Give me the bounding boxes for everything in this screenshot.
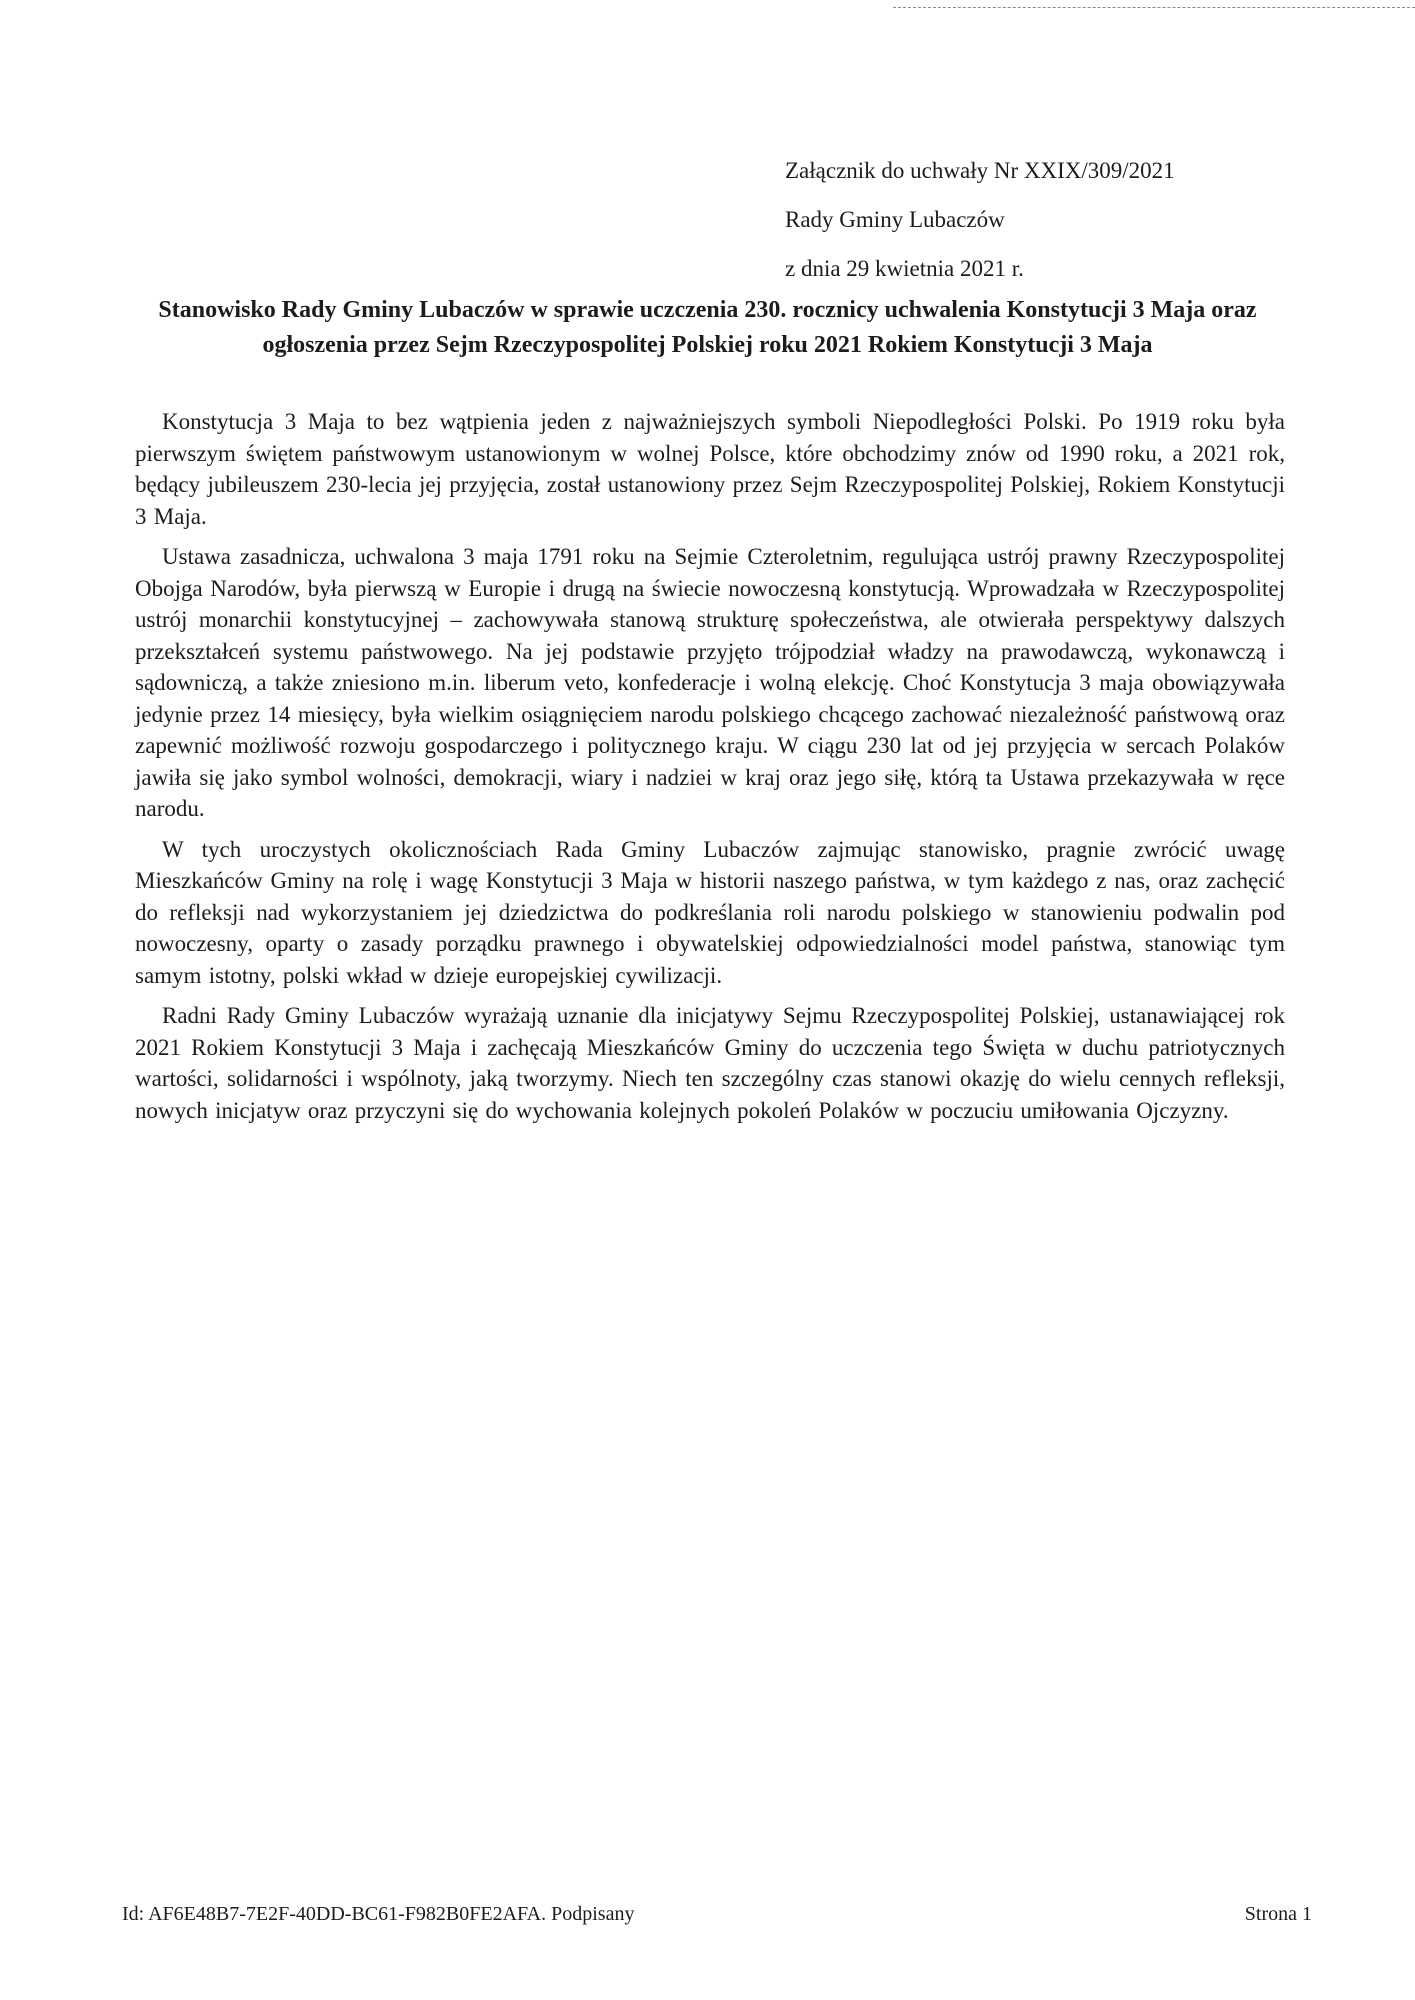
attachment-header-line-1: Załącznik do uchwały Nr XXIX/309/2021 (785, 158, 1175, 183)
page-footer (122, 1903, 1312, 1926)
paragraph-intro: Konstytucja 3 Maja to bez wątpienia jeden z najważniejszych symboli Niepodległości Polski. Po 1919 roku była pierwszym świętem państwowym ustanowionym w wolnej Polsce, które obchodzimy znów od 1990 roku, a 2021 rok, będący jubileuszem 230-lecia jej przyjęcia, został ustanowiony przez Sejm Rzeczypospolitej Polskiej, Rokiem Konstytucji 3 Maja. (135, 409, 1285, 529)
paragraph-council-appeal: Radni Rady Gminy Lubaczów wyrażają uznanie dla inicjatywy Sejmu Rzeczypospolitej Polskiej, ustanawiającej rok 2021 Rokiem Konstytucji 3 Maja i zachęcają Mieszkańców Gminy do uczczenia tego Święta w duchu patriotycznych wartości, solidarności i wspólnoty, jaką tworzymy. Niech ten szczególny czas stanowi okazję do wielu cennych refleksji, nowych inicjatyw oraz przyczyni się do wychowania kolejnych pokoleń Polaków w poczuciu umiłowania Ojczyzny. (135, 1003, 1285, 1123)
attachment-header (785, 146, 1175, 293)
document-body (135, 406, 1285, 1135)
scan-artifact-line (893, 7, 1415, 8)
paragraph-council-position: W tych uroczystych okolicznościach Rada Gminy Lubaczów zajmując stanowisko, pragnie zwrócić uwagę Mieszkańców Gminy na rolę i wagę Konstytucji 3 Maja w historii naszego państwa, w tym każdego z nas, oraz zachęcić do refleksji nad wykorzystaniem jej dziedzictwa do podkreślania roli narodu polskiego w stanowieniu podwalin pod nowoczesny, oparty o zasady porządku prawnego i obywatelskiej odpowiedzialności model państwa, stanowiąc tym samym istotny, polski wkład w dzieje europejskiej cywilizacji. (135, 836, 1285, 988)
document-title: Stanowisko Rady Gminy Lubaczów w sprawie uczczenia 230. rocznicy uchwalenia Konstytucji 3 Maja oraz ogłoszenia przez Sejm Rzeczypospolitej Polskiej roku 2021 Rokiem Konstytucji 3 Maja (158, 297, 1257, 358)
paragraph-history: Ustawa zasadnicza, uchwalona 3 maja 1791 roku na Sejmie Czteroletnim, regulująca ustrój prawny Rzeczypospolitej Obojga Narodów, była pierwszą w Europie i drugą na świecie nowoczesną konstytucją. Wprowadzała w Rzeczypospolitej ustrój monarchii konstytucyjnej – zachowywała stanową strukturę społeczeństwa, ale otwierała perspektywy dalszych przekształceń systemu państwowego. Na jej podstawie przyjęto trójpodział władzy na prawodawczą, wykonawczą i sądowniczą, a także zniesiono m.in. liberum veto, konfederacje i wolną elekcję. Choć Konstytucja 3 maja obowiązywała jedynie przez 14 miesięcy, była wielkim osiągnięciem narodu polskiego chcącego zachować niezależność państwową oraz zapewnić możliwość rozwoju gospodarczego i politycznego kraju. W ciągu 230 lat od jej przyjęcia w sercach Polaków jawiła się jako symbol wolności, demokracji, wiary i nadziei w kraj oraz jego siłę, którą ta Ustawa przekazywała w ręce narodu. (135, 544, 1285, 821)
page-number: Strona 1 (1244, 1903, 1312, 1925)
attachment-header-line-3: z dnia 29 kwietnia 2021 r. (785, 256, 1024, 281)
attachment-header-line-2: Rady Gminy Lubaczów (785, 207, 1005, 232)
document-id: Id: AF6E48B7-7E2F-40DD-BC61-F982B0FE2AFA. Podpisany (122, 1903, 635, 1925)
